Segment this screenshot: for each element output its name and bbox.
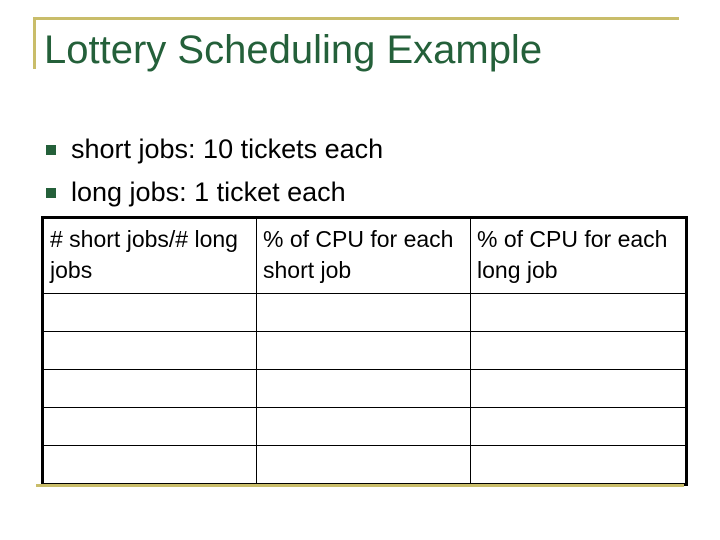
table-cell — [43, 294, 257, 332]
header-cpu-long-job: % of CPU for each long job — [471, 218, 687, 294]
header-job-ratio: # short jobs/# long jobs — [43, 218, 257, 294]
table-cell — [471, 332, 687, 370]
frame-bottom-line — [36, 484, 684, 487]
table-cell — [43, 446, 257, 485]
table-row — [43, 446, 687, 485]
frame-top-line — [33, 17, 679, 20]
table-cell — [257, 370, 471, 408]
bullet-text: short jobs: 10 tickets each — [71, 134, 384, 164]
table-cell — [257, 332, 471, 370]
table-row — [43, 408, 687, 446]
bullet-square-icon — [46, 145, 56, 155]
bullet-square-icon — [46, 188, 56, 198]
bullet-text: long jobs: 1 ticket each — [71, 177, 346, 207]
table-cell — [43, 332, 257, 370]
cpu-share-table — [41, 216, 688, 486]
table-row — [43, 294, 687, 332]
bullet-list — [46, 128, 383, 214]
table-cell — [257, 446, 471, 485]
table-cell — [257, 408, 471, 446]
table-header-row — [43, 218, 687, 294]
table-cell — [257, 294, 471, 332]
table-cell — [43, 408, 257, 446]
table-cell — [471, 446, 687, 485]
frame-left-line — [33, 17, 36, 69]
table-cell — [471, 408, 687, 446]
bullet-item-long-jobs — [46, 171, 383, 214]
table-cell — [471, 294, 687, 332]
header-cpu-short-job: % of CPU for each short job — [257, 218, 471, 294]
table-cell — [471, 370, 687, 408]
table-row — [43, 332, 687, 370]
slide-title: Lottery Scheduling Example — [44, 28, 543, 72]
bullet-item-short-jobs — [46, 128, 383, 171]
table-row — [43, 370, 687, 408]
table-cell — [43, 370, 257, 408]
